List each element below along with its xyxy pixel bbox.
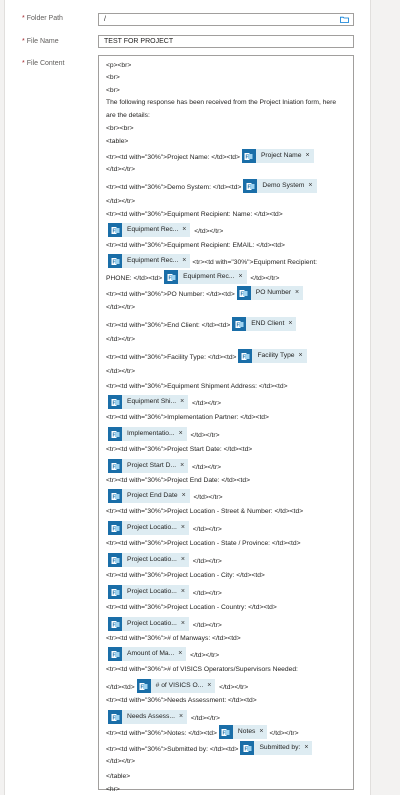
remove-token-icon[interactable]: × xyxy=(180,524,185,531)
dynamic-content-token[interactable] xyxy=(238,349,306,363)
content-line[interactable] xyxy=(106,287,305,299)
content-text: <tr><td with="30%">Notes: </td><td> xyxy=(106,729,217,737)
content-line[interactable] xyxy=(106,475,250,487)
dynamic-content-token[interactable] xyxy=(108,647,186,661)
token-label: # of VISICS O... xyxy=(155,682,204,689)
dynamic-content-token[interactable] xyxy=(137,679,216,693)
svg-text:F: F xyxy=(242,354,246,361)
svg-text:F: F xyxy=(111,494,116,501)
content-text: </td></tr> xyxy=(106,198,135,205)
required-marker: * xyxy=(22,15,25,22)
dynamic-content-token[interactable] xyxy=(237,286,303,300)
content-line[interactable] xyxy=(106,97,336,109)
content-text: </td></tr> xyxy=(189,714,220,722)
content-line[interactable] xyxy=(106,123,134,135)
content-text: The following response has been received from the Project Iniation form, here xyxy=(106,99,337,106)
remove-token-icon[interactable]: × xyxy=(181,492,186,499)
content-text: <tr><td with="30%">Equipment Recipient: EMAIL: </td><td> xyxy=(106,242,285,249)
left-panel-edge xyxy=(0,0,5,795)
remove-token-icon[interactable]: × xyxy=(178,430,183,437)
content-line[interactable] xyxy=(106,428,220,440)
forms-icon xyxy=(242,149,256,163)
remove-token-icon[interactable]: × xyxy=(304,744,309,751)
forms-icon xyxy=(108,647,122,661)
token-label: Project Start D... xyxy=(127,462,177,469)
forms-icon xyxy=(237,286,251,300)
dynamic-content-token[interactable] xyxy=(232,317,296,331)
content-line[interactable] xyxy=(106,756,135,768)
remove-token-icon[interactable]: × xyxy=(308,182,313,189)
svg-text:F: F xyxy=(245,154,249,161)
content-line[interactable] xyxy=(106,334,135,346)
content-line[interactable] xyxy=(106,396,221,408)
content-line[interactable] xyxy=(106,570,265,582)
content-text: </td></tr> xyxy=(188,431,220,439)
forms-icon xyxy=(108,254,122,268)
forms-icon xyxy=(108,710,122,724)
token-label: Demo System xyxy=(262,182,305,189)
remove-token-icon[interactable]: × xyxy=(180,462,185,469)
forms-icon xyxy=(164,270,178,284)
token-label: Facility Type xyxy=(257,352,295,359)
svg-text:F: F xyxy=(244,746,248,753)
forms-icon xyxy=(108,553,122,567)
content-text: <tr><td with="30%">Project Start Date: </td><td> xyxy=(106,446,253,453)
content-line[interactable] xyxy=(106,366,135,378)
file-content-label: * File Content xyxy=(22,60,65,67)
content-text: </td></tr> xyxy=(106,758,135,765)
svg-text:F: F xyxy=(111,464,116,471)
content-text: <tr><td with="30%">PO Number: </td><td> xyxy=(106,290,235,298)
svg-text:F: F xyxy=(111,652,116,659)
token-label: Needs Assess... xyxy=(127,713,175,720)
dynamic-content-token[interactable] xyxy=(108,254,190,268)
forms-icon xyxy=(108,585,122,599)
remove-token-icon[interactable]: × xyxy=(180,620,185,627)
content-line[interactable] xyxy=(106,506,303,518)
dynamic-content-token[interactable] xyxy=(242,149,314,163)
file-name-label: * File Name xyxy=(22,38,59,45)
content-text: <tr><td with="30%">Demo System: </td><td> xyxy=(106,183,242,191)
token-label: Project Locatio... xyxy=(127,620,177,627)
content-text: <br> xyxy=(106,74,120,81)
forms-icon xyxy=(108,617,122,631)
token-label: Project Locatio... xyxy=(127,524,177,531)
content-text: </td></tr> xyxy=(191,493,223,501)
content-line[interactable] xyxy=(106,318,298,330)
content-line[interactable] xyxy=(106,85,120,97)
content-line[interactable] xyxy=(106,538,301,550)
content-line[interactable] xyxy=(106,711,220,723)
required-marker: * xyxy=(22,60,25,67)
token-label: Equipment Rec... xyxy=(127,257,179,264)
dynamic-content-token[interactable] xyxy=(108,427,187,441)
content-line[interactable] xyxy=(106,240,285,252)
token-label: Implementatio... xyxy=(127,430,175,437)
content-text: </td></tr> xyxy=(190,621,222,629)
content-text: </td></tr> xyxy=(106,166,135,173)
content-line[interactable] xyxy=(106,209,283,221)
dynamic-content-token[interactable] xyxy=(108,223,190,237)
content-line[interactable] xyxy=(106,726,298,738)
svg-text:F: F xyxy=(111,400,116,407)
content-text: <tr><td with="30%">Equipment Shipment Address: </td><td> xyxy=(106,383,288,390)
content-line[interactable] xyxy=(106,618,222,630)
content-text: <tr><td with="30%">Submitted by: </td><td> xyxy=(106,745,239,753)
svg-text:F: F xyxy=(240,291,244,298)
content-line[interactable] xyxy=(106,586,222,598)
remove-token-icon[interactable]: × xyxy=(182,226,187,233)
forms-icon xyxy=(219,725,233,739)
token-label: Project Locatio... xyxy=(127,588,177,595)
remove-token-icon[interactable]: × xyxy=(238,273,243,280)
content-text: </td></tr> xyxy=(190,525,222,533)
content-text: </td></tr> xyxy=(190,557,222,565)
content-text: </td></tr> xyxy=(190,399,222,407)
token-label: Equipment Rec... xyxy=(127,226,179,233)
remove-token-icon[interactable]: × xyxy=(180,398,185,405)
folder-icon[interactable] xyxy=(340,16,349,23)
forms-icon xyxy=(108,427,122,441)
content-text: <br> xyxy=(106,87,120,94)
content-text: </td></tr> xyxy=(106,304,135,311)
forms-icon xyxy=(108,521,122,535)
content-line[interactable] xyxy=(106,150,316,162)
content-text: <tr><td with="30%">Implementation Partner: </td><td> xyxy=(106,414,269,421)
dynamic-content-token[interactable] xyxy=(108,553,189,567)
content-text: <br><br> xyxy=(106,125,134,132)
content-line[interactable] xyxy=(106,60,131,72)
content-line[interactable] xyxy=(106,784,120,796)
dynamic-content-token[interactable] xyxy=(108,617,189,631)
content-line[interactable] xyxy=(106,554,222,566)
svg-text:F: F xyxy=(247,184,251,191)
content-line[interactable] xyxy=(106,196,135,208)
forms-icon xyxy=(243,179,257,193)
token-label: Equipment Shi... xyxy=(127,398,177,405)
forms-icon xyxy=(137,679,151,693)
folder-path-label: * Folder Path xyxy=(22,15,63,22)
content-text: </td></tr> xyxy=(269,729,299,737)
forms-icon xyxy=(240,741,254,755)
content-line[interactable] xyxy=(106,72,120,84)
content-text: <p><br> xyxy=(106,62,132,69)
content-line[interactable] xyxy=(106,255,317,267)
remove-token-icon[interactable]: × xyxy=(178,650,183,657)
remove-token-icon[interactable]: × xyxy=(207,682,212,689)
remove-token-icon[interactable]: × xyxy=(288,320,293,327)
content-text: <table> xyxy=(106,138,129,145)
remove-token-icon[interactable]: × xyxy=(298,352,303,359)
content-text: <tr><td with="30%">Project End Date: </td><td> xyxy=(106,477,250,484)
content-line[interactable] xyxy=(106,633,241,645)
folder-path-input[interactable]: / xyxy=(98,13,354,26)
remove-token-icon[interactable]: × xyxy=(182,257,187,264)
remove-token-icon[interactable]: × xyxy=(259,728,264,735)
dynamic-content-token[interactable] xyxy=(108,459,188,473)
content-text: </td></tr> xyxy=(217,683,249,691)
content-line[interactable] xyxy=(106,522,222,534)
content-text: <tr><td with="30%">Facility Type: </td><td> xyxy=(106,353,237,361)
forms-icon xyxy=(108,223,122,237)
svg-text:F: F xyxy=(168,275,172,282)
content-line[interactable] xyxy=(106,742,314,754)
content-line[interactable] xyxy=(106,164,135,176)
content-line[interactable] xyxy=(106,302,135,314)
dynamic-content-token[interactable] xyxy=(108,585,189,599)
svg-text:F: F xyxy=(111,715,116,722)
token-label: Project End Date xyxy=(127,492,178,499)
content-line[interactable] xyxy=(106,648,219,660)
content-text: PHONE: </td><td> xyxy=(106,274,163,282)
content-text: <tr><td with="30%"># of Manways: </td><td> xyxy=(106,635,241,642)
svg-text:F: F xyxy=(140,684,144,691)
svg-text:F: F xyxy=(111,590,116,597)
forms-icon xyxy=(108,489,122,503)
remove-token-icon[interactable]: × xyxy=(180,556,185,563)
token-label: END Client xyxy=(251,320,285,327)
content-text: </td></tr> xyxy=(192,227,224,235)
content-line[interactable] xyxy=(106,271,279,283)
content-text: <tr><td with="30%">Project Location - Country: </td><td> xyxy=(106,604,277,611)
content-line[interactable] xyxy=(106,224,223,236)
content-text: <tr><td with="30%">Project Location - Street & Number: </td><td> xyxy=(106,508,304,515)
remove-token-icon[interactable]: × xyxy=(305,152,310,159)
content-text: </td></tr> xyxy=(188,651,220,659)
svg-text:F: F xyxy=(222,730,226,737)
forms-icon xyxy=(108,459,122,473)
content-text: </table> xyxy=(106,773,131,780)
content-line[interactable] xyxy=(106,412,269,424)
content-text: <tr><td with="30%">Project Name: </td><td> xyxy=(106,153,240,161)
content-line[interactable] xyxy=(106,664,298,676)
token-label: Amount of Ma... xyxy=(127,650,175,657)
content-line[interactable] xyxy=(106,136,128,148)
content-text: <hr> xyxy=(106,786,120,793)
content-text: </td></tr> xyxy=(190,463,222,471)
content-line[interactable] xyxy=(106,444,252,456)
content-line[interactable] xyxy=(106,490,223,502)
svg-text:F: F xyxy=(111,558,116,565)
content-text: <tr><td with="30%">End Client: </td><td> xyxy=(106,321,231,329)
forms-icon xyxy=(108,395,122,409)
file-name-input[interactable]: TEST FOR PROJECT xyxy=(98,35,354,48)
dynamic-content-token[interactable] xyxy=(108,710,187,724)
dynamic-content-token[interactable] xyxy=(108,395,188,409)
svg-text:F: F xyxy=(236,322,240,329)
content-line[interactable] xyxy=(106,771,130,783)
content-line[interactable] xyxy=(106,180,319,192)
dynamic-content-token[interactable] xyxy=(219,725,268,739)
content-text: <tr><td with="30%">Equipment Recipient: xyxy=(192,258,318,266)
svg-text:F: F xyxy=(111,526,116,533)
content-line[interactable] xyxy=(106,680,248,692)
content-line[interactable] xyxy=(106,381,288,393)
content-line[interactable] xyxy=(106,110,150,122)
content-text: <tr><td with="30%">Project Location - State / Province: </td><td> xyxy=(106,540,301,547)
svg-text:F: F xyxy=(111,622,116,629)
content-text: </td></tr> xyxy=(248,274,280,282)
remove-token-icon[interactable]: × xyxy=(295,289,300,296)
token-label: Notes xyxy=(237,728,256,735)
token-label: Project Name xyxy=(260,152,302,159)
content-text: <tr><td with="30%">Needs Assessment: </td><td> xyxy=(106,697,257,704)
dynamic-content-token[interactable] xyxy=(240,741,312,755)
required-marker: * xyxy=(22,38,25,45)
remove-token-icon[interactable]: × xyxy=(180,588,185,595)
content-text: <tr><td with="30%"># of VISICS Operators/Supervisors Needed: xyxy=(106,666,298,673)
token-label: PO Number xyxy=(255,289,292,296)
content-line[interactable] xyxy=(106,350,309,362)
content-text: </td></tr> xyxy=(190,589,222,597)
content-text: </td></tr> xyxy=(106,368,135,375)
token-label: Project Locatio... xyxy=(127,556,177,563)
content-text: <tr><td with="30%">Equipment Recipient: Name: </td><td> xyxy=(106,211,283,218)
dynamic-content-token[interactable] xyxy=(164,270,246,284)
forms-icon xyxy=(232,317,246,331)
content-text: </td></tr> xyxy=(106,336,135,343)
svg-text:F: F xyxy=(111,259,116,266)
token-label: Submitted by: xyxy=(259,744,301,751)
dynamic-content-token[interactable] xyxy=(108,521,189,535)
remove-token-icon[interactable]: × xyxy=(178,713,184,720)
content-text: </td><td> xyxy=(106,683,135,691)
content-text: <tr><td with="30%">Project Location - City: </td><td> xyxy=(106,572,265,579)
dynamic-content-token[interactable] xyxy=(108,489,190,503)
right-scroll-panel[interactable] xyxy=(370,0,400,795)
content-text: are the details: xyxy=(106,112,150,119)
svg-text:F: F xyxy=(111,228,116,235)
content-line[interactable] xyxy=(106,695,257,707)
content-line[interactable] xyxy=(106,460,221,472)
file-content-editor[interactable] xyxy=(98,55,354,793)
content-line[interactable] xyxy=(106,602,277,614)
token-label: Equipment Rec... xyxy=(183,273,235,280)
dynamic-content-token[interactable] xyxy=(243,179,316,193)
svg-text:F: F xyxy=(111,432,116,439)
forms-icon xyxy=(238,349,252,363)
